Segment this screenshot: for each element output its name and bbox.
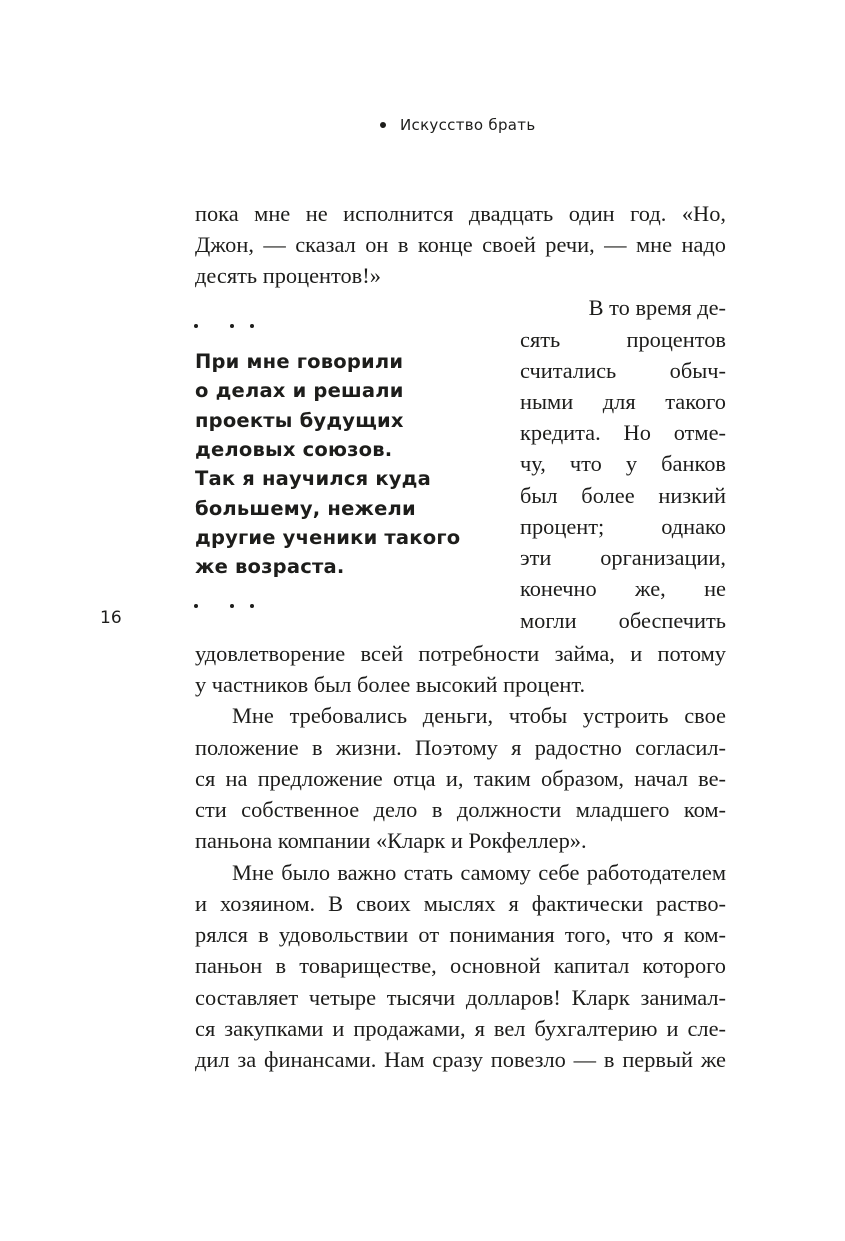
body-line: ными для такого	[520, 389, 726, 414]
body-line: конечно же, не	[520, 576, 726, 601]
body-line: ся на предложение отца и, таким образом, начал ве-	[195, 766, 726, 791]
body-line: Мне требовались деньги, чтобы устроить свое	[232, 703, 726, 728]
body-line: В то время де-	[588, 295, 726, 320]
body-line: эти организации,	[520, 545, 726, 570]
body-line: десять процентов!»	[195, 263, 381, 288]
body-line: пока мне не исполнится двадцать один год. «Но,	[195, 201, 726, 226]
body-line: сять процентов	[520, 327, 726, 352]
body-line: и хозяином. В своих мыслях я фактически раство-	[195, 891, 726, 916]
body-line: был более низкий	[520, 483, 726, 508]
body-line: Джон, — сказал он в конце своей речи, — мне надо	[195, 232, 726, 257]
pull-quote-dots-top	[194, 324, 264, 332]
pull-quote-line: другие ученики такого	[195, 526, 461, 549]
body-line: составляет четыре тысячи долларов! Кларк занимал-	[195, 985, 726, 1010]
pull-quote-dots-bottom	[194, 604, 264, 612]
body-line: чу, что у банков	[520, 451, 726, 476]
pull-quote-line: о делах и решали	[195, 379, 404, 402]
page-number: 16	[100, 608, 122, 628]
pull-quote-line: деловых союзов.	[195, 438, 393, 461]
pull-quote-line: же возраста.	[195, 555, 345, 578]
pull-quote-line: проекты будущих	[195, 409, 404, 432]
body-line: дил за финансами. Нам сразу повезло — в первый же	[195, 1047, 726, 1072]
body-line: у частников был более высокий процент.	[195, 672, 586, 697]
running-title: Искусство брать	[400, 116, 536, 134]
body-line: положение в жизни. Поэтому я радостно согласил-	[195, 735, 726, 760]
pull-quote-line: Так я научился куда	[195, 467, 431, 490]
pull-quote-line: большему, нежели	[195, 497, 416, 520]
body-line: паньона компании «Кларк и Рокфеллер».	[195, 828, 587, 853]
body-line: Мне было важно стать самому себе работодателем	[232, 860, 726, 885]
bullet-icon	[380, 122, 386, 128]
body-line: удовлетворение всей потребности займа, и потому	[195, 641, 726, 666]
body-line: ся закупками и продажами, я вел бухгалтерию и сле-	[195, 1016, 726, 1041]
body-line: рялся в удовольствии от понимания того, что я ком-	[195, 922, 726, 947]
body-line: могли обеспечить	[520, 608, 726, 633]
body-line: процент; однако	[520, 514, 726, 539]
body-line: паньон в товариществе, основной капитал которого	[195, 953, 726, 978]
body-line: кредита. Но отме-	[520, 420, 726, 445]
body-line: считались обыч-	[520, 358, 726, 383]
body-line: сти собственное дело в должности младшего ком-	[195, 797, 726, 822]
pull-quote-line: При мне говорили	[195, 350, 404, 373]
running-head	[380, 116, 535, 134]
